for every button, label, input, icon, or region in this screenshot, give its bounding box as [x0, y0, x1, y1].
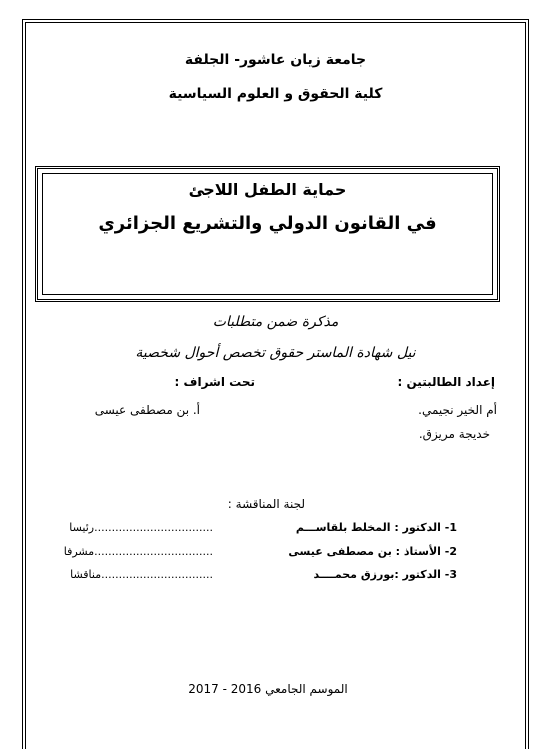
thesis-title-line1: حماية الطفل اللاجئ — [188, 180, 347, 199]
committee-role-1: ..................................رئيسا — [69, 521, 213, 534]
memo-subtitle: مذكرة ضمن متطلبات — [212, 314, 339, 330]
student-name-1: أم الخير نجيمي. — [418, 403, 497, 417]
academic-year: الموسم الجامعي 2016 - 2017 — [188, 682, 348, 696]
committee-member-1: 1- الدكتور : المخلط بلقاســـم — [295, 521, 457, 534]
thesis-title-line2: في القانون الدولي والتشريع الجزائري — [98, 213, 437, 234]
student-name-2: خديجة مريزق. — [418, 427, 490, 441]
committee-role-2: ..................................مشرفا — [63, 545, 213, 558]
committee-label: لجنة المناقشة : — [227, 497, 305, 511]
committee-member-2: 2- الأستاذ : بن مصطفى عيسى — [288, 545, 457, 558]
degree-subtitle: نيل شهادة الماستر حقوق تخصص أحوال شخصية — [135, 345, 416, 361]
university-name: جامعة زيان عاشور- الجلفة — [184, 52, 367, 68]
supervision-label: تحت اشراف : — [174, 375, 255, 389]
committee-role-3: ................................مناقشا — [70, 568, 213, 581]
supervisor-name: أ. بن مصطفى عيسى — [94, 403, 200, 417]
faculty-name: كلية الحقوق و العلوم السياسية — [168, 86, 383, 102]
students-label: إعداد الطالبتين : — [397, 375, 495, 389]
committee-member-3: 3- الدكتور :بورزق محمــــد — [313, 568, 457, 581]
